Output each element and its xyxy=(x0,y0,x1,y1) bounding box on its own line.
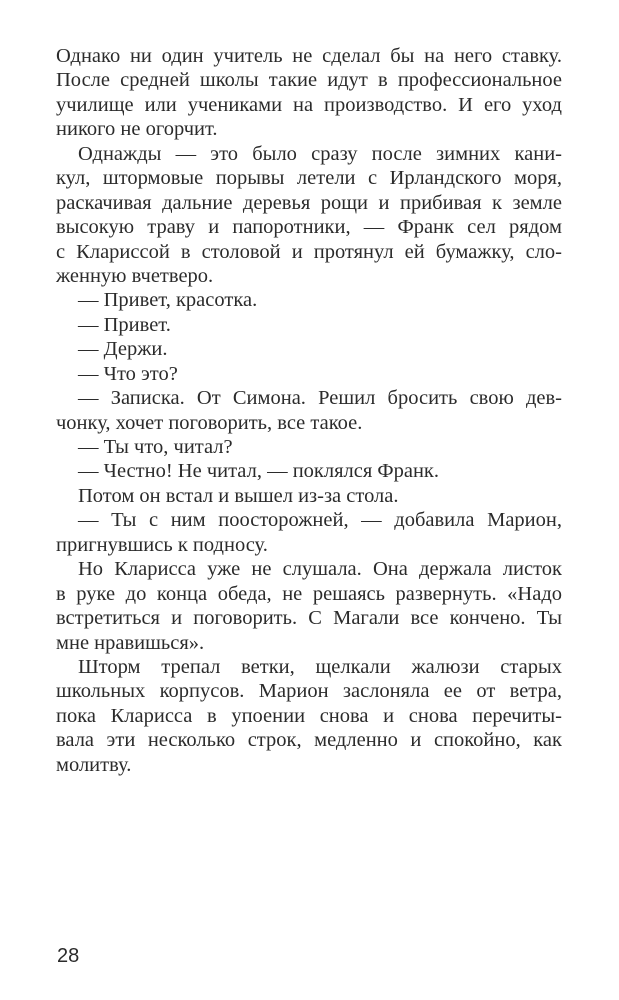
text-line: Однако ни один учитель не сделал бы на него ставку. xyxy=(56,45,562,67)
dialogue-line: — Ты что, читал? xyxy=(78,436,233,458)
dialogue-line: — Честно! Не читал, — поклялся Франк. xyxy=(78,460,440,483)
text-line: Потом он встал и вышел из-за стола. xyxy=(78,484,399,507)
page-number: 28 xyxy=(57,945,80,967)
text-line: кул, штормовые порывы летели с Ирландского моря, xyxy=(56,167,562,190)
text-line: в руке до конца обеда, не решаясь развернуть. «Надо xyxy=(56,582,562,605)
text-line: пригнувшись к подносу. xyxy=(56,533,268,556)
text-line: школьных корпусов. Марион заслоняла ее от ветра, xyxy=(56,680,562,703)
text-line: Шторм трепал ветки, щелкали жалюзи старых xyxy=(78,655,562,678)
text-line: молитву. xyxy=(56,753,132,776)
text-line: мне нравишься». xyxy=(56,631,205,654)
text-line: После средней школы такие идут в профессиональное xyxy=(56,69,562,92)
dialogue-line: — Ты с ним поосторожней, — добавила Марион, xyxy=(78,509,562,532)
text-line: с Клариссой в столовой и протянул ей бумажку, сло- xyxy=(56,240,562,263)
dialogue-line: — Привет. xyxy=(78,313,171,336)
text-line: чонку, хочет поговорить, все такое. xyxy=(56,411,363,434)
text-line: Но Кларисса уже не слушала. Она держала листок xyxy=(78,558,562,581)
text-line: училище или учениками на производство. И его уход xyxy=(56,93,562,116)
text-line: Однажды — это было сразу после зимних кани- xyxy=(78,142,562,165)
dialogue-line: — Привет, красотка. xyxy=(78,289,258,312)
dialogue-line: — Что это? xyxy=(78,362,178,385)
text-line: раскачивая дальние деревья рощи и прибивая к земле xyxy=(56,191,562,214)
text-line: высокую траву и папоротники, — Франк сел рядом xyxy=(56,216,562,239)
book-page-text xyxy=(56,44,562,777)
text-line: пока Кларисса в упоении снова и снова перечиты- xyxy=(56,704,562,727)
text-line: встретиться и поговорить. С Магали все кончено. Ты xyxy=(56,607,562,630)
dialogue-line: — Записка. От Симона. Решил бросить свою дев- xyxy=(78,387,562,410)
text-line: вала эти несколько строк, медленно и спокойно, как xyxy=(56,729,562,752)
dialogue-line: — Держи. xyxy=(78,338,168,361)
text-line: никого не огорчит. xyxy=(56,118,218,141)
text-line: женную вчетверо. xyxy=(56,264,214,287)
